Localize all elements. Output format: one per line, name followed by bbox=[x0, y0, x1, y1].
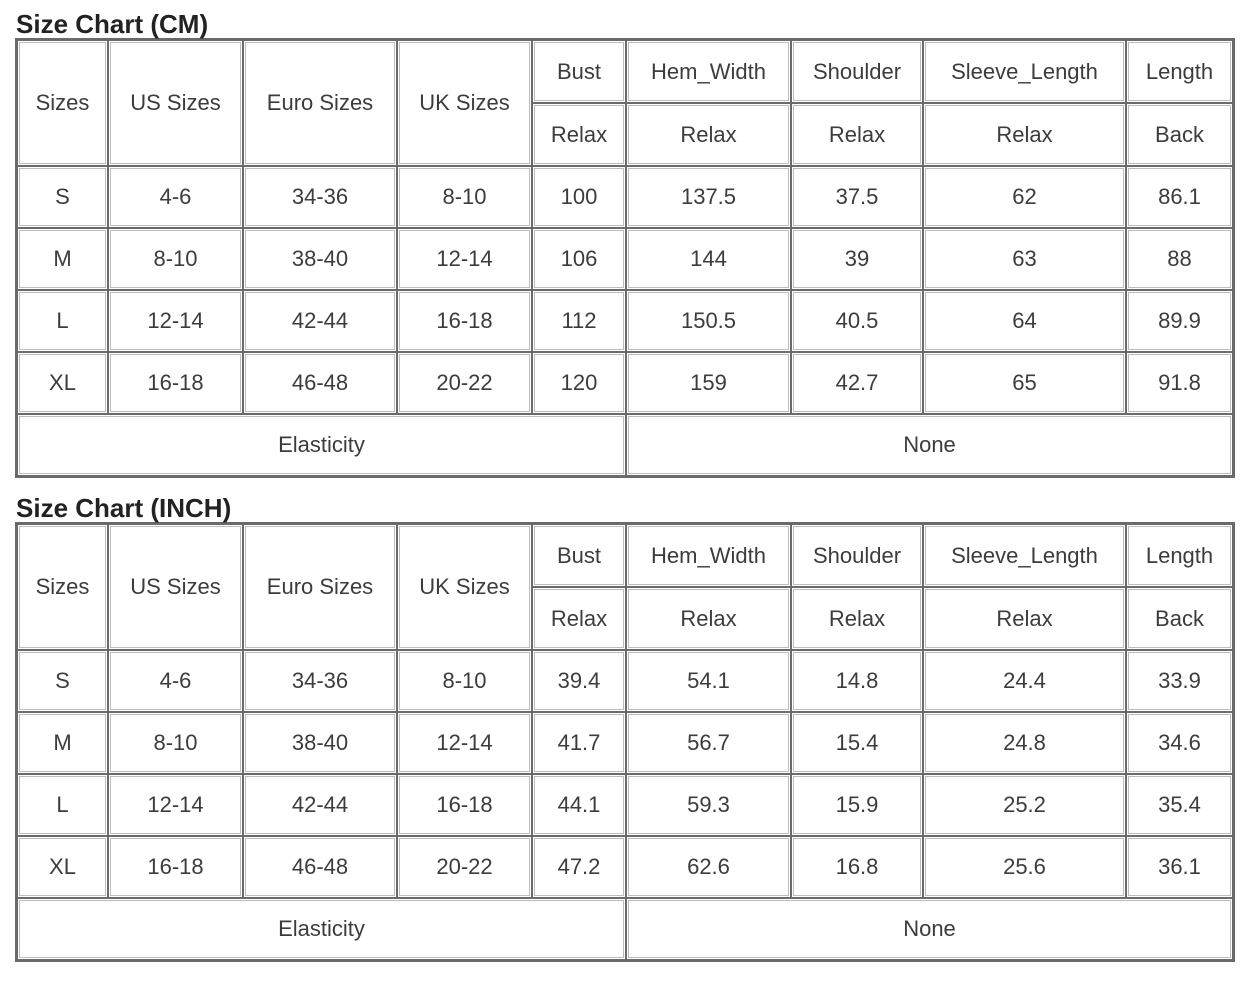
footer-row bbox=[17, 414, 1233, 476]
elasticity-label: Elasticity bbox=[17, 898, 626, 960]
table-cell: 54.1 bbox=[626, 650, 791, 712]
header-us-sizes: US Sizes bbox=[108, 524, 243, 650]
table-cell: 100 bbox=[532, 166, 626, 228]
table-cell: 91.8 bbox=[1126, 352, 1233, 414]
header-shoulder: Shoulder bbox=[791, 524, 923, 587]
table-cell: 12-14 bbox=[397, 228, 532, 290]
table-cell: 40.5 bbox=[791, 290, 923, 352]
table-cell: 12-14 bbox=[397, 712, 532, 774]
table-cell: 41.7 bbox=[532, 712, 626, 774]
header-hem-width: Hem_Width bbox=[626, 524, 791, 587]
table-cell: 33.9 bbox=[1126, 650, 1233, 712]
table-cell: 4-6 bbox=[108, 650, 243, 712]
table-cell: 89.9 bbox=[1126, 290, 1233, 352]
table-cell: 16-18 bbox=[108, 836, 243, 898]
header-bust: Bust bbox=[532, 524, 626, 587]
table-cell: 42-44 bbox=[243, 290, 397, 352]
table-cell: S bbox=[17, 166, 108, 228]
table-cell: 39.4 bbox=[532, 650, 626, 712]
table-cell: 38-40 bbox=[243, 228, 397, 290]
header-hem-width: Hem_Width bbox=[626, 40, 791, 103]
size-table-inch bbox=[15, 522, 1235, 962]
table-cell: 15.4 bbox=[791, 712, 923, 774]
header-row bbox=[17, 40, 1233, 103]
table-cell: XL bbox=[17, 836, 108, 898]
table-cell: 14.8 bbox=[791, 650, 923, 712]
size-table-cm bbox=[15, 38, 1235, 478]
header-sizes: Sizes bbox=[17, 524, 108, 650]
table-cell: 16-18 bbox=[397, 774, 532, 836]
size-chart-inch bbox=[15, 494, 1235, 962]
table-cell: 16.8 bbox=[791, 836, 923, 898]
header-us-sizes: US Sizes bbox=[108, 40, 243, 166]
header-length: Length bbox=[1126, 40, 1233, 103]
table-cell: 59.3 bbox=[626, 774, 791, 836]
table-cell: 12-14 bbox=[108, 774, 243, 836]
table-row bbox=[17, 228, 1233, 290]
table-cell: 62 bbox=[923, 166, 1126, 228]
table-cell: 42-44 bbox=[243, 774, 397, 836]
subheader-bust: Relax bbox=[532, 103, 626, 166]
header-row bbox=[17, 524, 1233, 587]
table-cell: 86.1 bbox=[1126, 166, 1233, 228]
table-cell: 36.1 bbox=[1126, 836, 1233, 898]
subheader-shoulder: Relax bbox=[791, 103, 923, 166]
header-sizes: Sizes bbox=[17, 40, 108, 166]
chart-title: Size Chart (CM) bbox=[16, 9, 209, 39]
header-uk-sizes: UK Sizes bbox=[397, 40, 532, 166]
table-cell: 44.1 bbox=[532, 774, 626, 836]
table-cell: 42.7 bbox=[791, 352, 923, 414]
table-cell: 12-14 bbox=[108, 290, 243, 352]
table-cell: 37.5 bbox=[791, 166, 923, 228]
table-cell: 144 bbox=[626, 228, 791, 290]
elasticity-value: None bbox=[626, 898, 1233, 960]
table-cell: 120 bbox=[532, 352, 626, 414]
table-cell: 34-36 bbox=[243, 650, 397, 712]
size-chart-cm bbox=[15, 10, 1235, 478]
header-uk-sizes: UK Sizes bbox=[397, 524, 532, 650]
table-cell: 56.7 bbox=[626, 712, 791, 774]
table-cell: 24.8 bbox=[923, 712, 1126, 774]
header-shoulder: Shoulder bbox=[791, 40, 923, 103]
table-cell: 35.4 bbox=[1126, 774, 1233, 836]
table-cell: L bbox=[17, 774, 108, 836]
table-cell: 20-22 bbox=[397, 352, 532, 414]
table-row bbox=[17, 352, 1233, 414]
table-cell: 39 bbox=[791, 228, 923, 290]
table-cell: 4-6 bbox=[108, 166, 243, 228]
elasticity-value: None bbox=[626, 414, 1233, 476]
table-cell: 65 bbox=[923, 352, 1126, 414]
table-cell: 8-10 bbox=[397, 166, 532, 228]
table-cell: 112 bbox=[532, 290, 626, 352]
table-row bbox=[17, 774, 1233, 836]
table-cell: 38-40 bbox=[243, 712, 397, 774]
header-sleeve-length: Sleeve_Length bbox=[923, 524, 1126, 587]
header-sleeve-length: Sleeve_Length bbox=[923, 40, 1126, 103]
table-cell: 20-22 bbox=[397, 836, 532, 898]
table-cell: 34.6 bbox=[1126, 712, 1233, 774]
table-cell: 47.2 bbox=[532, 836, 626, 898]
table-row bbox=[17, 836, 1233, 898]
table-cell: 15.9 bbox=[791, 774, 923, 836]
table-row bbox=[17, 712, 1233, 774]
table-cell: 159 bbox=[626, 352, 791, 414]
table-cell: 25.2 bbox=[923, 774, 1126, 836]
table-cell: 106 bbox=[532, 228, 626, 290]
chart-title: Size Chart (INCH) bbox=[16, 493, 232, 523]
table-row bbox=[17, 650, 1233, 712]
table-cell: 137.5 bbox=[626, 166, 791, 228]
subheader-sleeve-length: Relax bbox=[923, 103, 1126, 166]
table-cell: M bbox=[17, 712, 108, 774]
table-cell: 8-10 bbox=[397, 650, 532, 712]
table-cell: XL bbox=[17, 352, 108, 414]
table-cell: 24.4 bbox=[923, 650, 1126, 712]
table-cell: L bbox=[17, 290, 108, 352]
subheader-shoulder: Relax bbox=[791, 587, 923, 650]
header-euro-sizes: Euro Sizes bbox=[243, 524, 397, 650]
subheader-length: Back bbox=[1126, 103, 1233, 166]
table-cell: 88 bbox=[1126, 228, 1233, 290]
table-row bbox=[17, 290, 1233, 352]
table-cell: 63 bbox=[923, 228, 1126, 290]
table-cell: 46-48 bbox=[243, 352, 397, 414]
header-bust: Bust bbox=[532, 40, 626, 103]
header-length: Length bbox=[1126, 524, 1233, 587]
footer-row bbox=[17, 898, 1233, 960]
table-cell: 8-10 bbox=[108, 712, 243, 774]
table-cell: 8-10 bbox=[108, 228, 243, 290]
subheader-hem-width: Relax bbox=[626, 103, 791, 166]
table-row bbox=[17, 166, 1233, 228]
table-cell: S bbox=[17, 650, 108, 712]
table-cell: 16-18 bbox=[108, 352, 243, 414]
table-cell: M bbox=[17, 228, 108, 290]
header-euro-sizes: Euro Sizes bbox=[243, 40, 397, 166]
table-cell: 64 bbox=[923, 290, 1126, 352]
table-cell: 25.6 bbox=[923, 836, 1126, 898]
subheader-length: Back bbox=[1126, 587, 1233, 650]
subheader-hem-width: Relax bbox=[626, 587, 791, 650]
table-cell: 16-18 bbox=[397, 290, 532, 352]
table-cell: 62.6 bbox=[626, 836, 791, 898]
subheader-sleeve-length: Relax bbox=[923, 587, 1126, 650]
table-cell: 46-48 bbox=[243, 836, 397, 898]
subheader-bust: Relax bbox=[532, 587, 626, 650]
elasticity-label: Elasticity bbox=[17, 414, 626, 476]
table-cell: 34-36 bbox=[243, 166, 397, 228]
table-cell: 150.5 bbox=[626, 290, 791, 352]
